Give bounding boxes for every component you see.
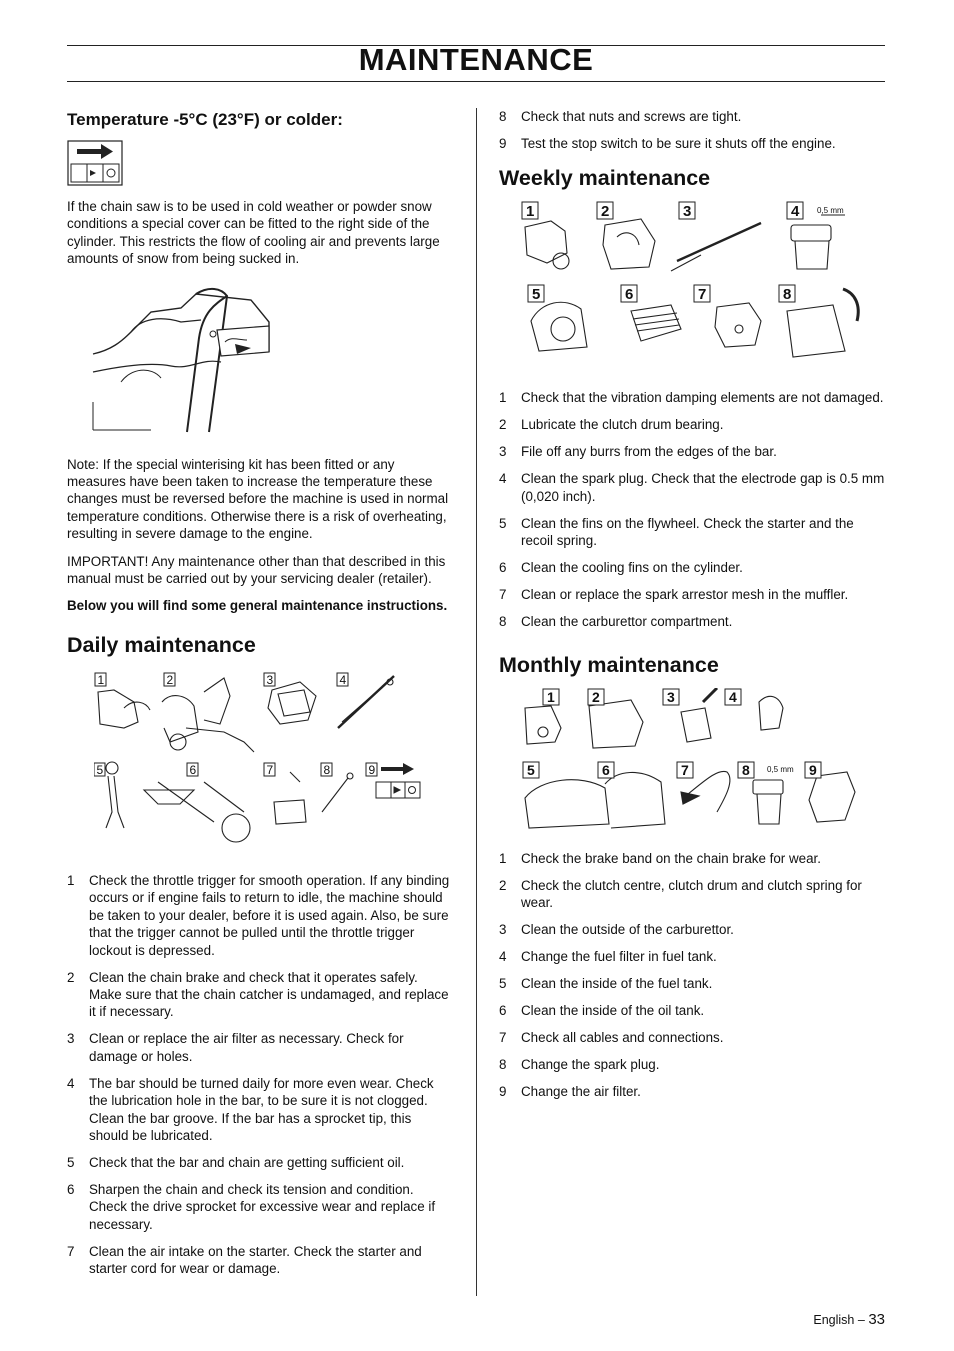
- daily-fig-label-2: 2: [166, 672, 174, 687]
- daily-fig-label-3: 3: [266, 672, 274, 687]
- list-item: 3 Clean the outside of the carburettor.: [499, 922, 734, 938]
- daily-maintenance-heading: Daily maintenance: [67, 632, 256, 657]
- daily-maintenance-list: [67, 872, 451, 1278]
- list-item: 6 Clean the inside of the oil tank.: [499, 1003, 705, 1019]
- daily-fig-label-8: 8: [323, 762, 331, 777]
- header-rule-bottom: [67, 81, 885, 82]
- list-item: 9 Change the air filter.: [499, 1084, 641, 1100]
- service-symbol-figure: [67, 140, 123, 186]
- list-item: 5 Check that the bar and chain are getting sufficient oil.: [67, 1154, 405, 1170]
- monthly-maintenance-heading: Monthly maintenance: [499, 652, 719, 677]
- general-instructions-paragraph: Below you will find some general maintenance instructions.: [67, 598, 448, 614]
- list-item: 2 Check the clutch centre, clutch drum and clutch spring for wear.: [499, 877, 862, 911]
- monthly-fig-label-9: 9: [809, 761, 817, 778]
- list-item: 7 Check all cables and connections.: [499, 1030, 724, 1046]
- list-item: 8 Check that nuts and screws are tight.: [499, 109, 742, 124]
- list-item: 2 Lubricate the clutch drum bearing.: [499, 417, 724, 433]
- weekly-maintenance-heading: Weekly maintenance: [499, 166, 711, 191]
- monthly-fig-label-2: 2: [592, 688, 600, 705]
- list-item: 6 Clean the cooling fins on the cylinder.: [499, 560, 743, 576]
- monthly-fig-label-7: 7: [681, 761, 689, 778]
- footer-language: English: [813, 1313, 855, 1327]
- weekly-fig-label-1: 1: [526, 203, 535, 221]
- column-divider: [476, 108, 477, 1296]
- monthly-fig-label-8: 8: [742, 761, 750, 778]
- daily-fig-label-9: 9: [368, 762, 376, 777]
- monthly-fig-label-5: 5: [527, 761, 535, 778]
- daily-fig-label-7: 7: [266, 762, 274, 777]
- left-column: [67, 108, 451, 1287]
- list-item: 5 Clean the inside of the fuel tank.: [499, 976, 713, 992]
- list-item: 5 Clean the fins on the flywheel. Check the starter and the recoil spring.: [499, 515, 854, 549]
- daily-fig-label-1: 1: [97, 672, 105, 687]
- monthly-fig-label-3: 3: [667, 688, 675, 705]
- monthly-maintenance-list: [499, 850, 885, 1101]
- weekly-gap-label: 0,5 mm: [817, 206, 844, 216]
- note-paragraph: Note: If the special winterising kit has been fitted or any measures have been taken to increase the temperature these changes must be reversed before the machine is used in normal temperature conditions. Otherwise there is a risk of overheating, resulting in severe damage to the engine.: [67, 456, 449, 542]
- list-item: 6 Sharpen the chain and check its tension and condition. Check the drive sprocket for excessive wear and replace if necessary.: [67, 1181, 436, 1232]
- list-item: 1 Check the brake band on the chain brake for wear.: [499, 850, 821, 866]
- page-title: MAINTENANCE: [358, 42, 594, 77]
- list-item: 7 Clean the air intake on the starter. Check the starter and starter cord for wear or damage.: [67, 1243, 422, 1277]
- list-item: 1 Check that the vibration damping elements are not damaged.: [499, 390, 884, 406]
- weekly-fig-label-8: 8: [783, 286, 792, 304]
- winter-cover-illustration: [91, 282, 281, 434]
- weekly-fig-label-3: 3: [683, 203, 692, 221]
- weekly-maintenance-illustration: [521, 201, 873, 371]
- list-item: 3 Clean or replace the air filter as necessary. Check for damage or holes.: [67, 1031, 404, 1064]
- daily-maintenance-illustration: [94, 672, 452, 852]
- weekly-fig-label-7: 7: [698, 286, 707, 304]
- list-item: 9 Test the stop switch to be sure it shuts off the engine.: [499, 136, 836, 151]
- list-item: 3 File off any burrs from the edges of the bar.: [499, 444, 777, 460]
- daily-fig-label-6: 6: [189, 762, 197, 777]
- list-item: 4 Change the fuel filter in fuel tank.: [499, 949, 717, 965]
- list-item: 1 Check the throttle trigger for smooth operation. If any binding occurs or if engine fails to return to idle, the machine should be taken to your dealer, before it is used again. Also, be sure that the trigger cannot be pulled until the throttle trigger lockout is depressed.: [67, 872, 450, 958]
- monthly-maintenance-illustration: [521, 688, 861, 832]
- service-book-icon: [376, 782, 420, 798]
- monthly-fig-label-6: 6: [602, 761, 610, 778]
- list-item: 8 Clean the carburettor compartment.: [499, 614, 733, 630]
- temperature-heading: Temperature -5°C (23°F) or colder:: [67, 110, 343, 129]
- right-column: [499, 108, 885, 1110]
- footer-separator: –: [857, 1313, 865, 1327]
- list-item: 2 Clean the chain brake and check that it operates safely. Make sure that the chain catcher is undamaged, and replace it if necessary.: [67, 969, 449, 1020]
- monthly-gap-label: 0,5 mm: [767, 764, 794, 774]
- weekly-fig-label-4: 4: [791, 203, 800, 221]
- daily-fig-label-5: 5: [96, 762, 104, 777]
- weekly-maintenance-list: [499, 389, 885, 630]
- daily-fig-label-4: 4: [339, 672, 347, 687]
- page-number: 33: [868, 1311, 885, 1328]
- daily-maintenance-list-continued: [499, 108, 885, 152]
- important-paragraph: IMPORTANT! Any maintenance other than that described in this manual must be carried out by your servicing dealer (retailer).: [67, 553, 446, 587]
- monthly-fig-label-1: 1: [547, 688, 555, 705]
- list-item: 4 Clean the spark plug. Check that the electrode gap is 0.5 mm (0,020 inch).: [499, 471, 885, 504]
- monthly-fig-label-4: 4: [729, 688, 737, 705]
- weekly-fig-label-5: 5: [532, 286, 541, 304]
- list-item: 4 The bar should be turned daily for more even wear. Check the lubrication hole in the bar, to be sure it is not clogged. Clean the bar groove. If the bar has a sprocket tip, this should be lubricated.: [67, 1075, 434, 1143]
- arrow-right-icon: [381, 763, 414, 775]
- list-item: 7 Clean or replace the spark arrestor mesh in the muffler.: [499, 587, 849, 603]
- list-item: 8 Change the spark plug.: [499, 1057, 660, 1073]
- weekly-fig-label-2: 2: [601, 203, 610, 221]
- cover-paragraph: If the chain saw is to be used in cold weather or powder snow conditions a special cover can be fitted to the right side of the cylinder. This restricts the flow of cooling air and prevents large amounts of snow from being sucked in.: [67, 199, 440, 267]
- weekly-fig-label-6: 6: [625, 286, 634, 304]
- page-footer: [813, 1311, 885, 1328]
